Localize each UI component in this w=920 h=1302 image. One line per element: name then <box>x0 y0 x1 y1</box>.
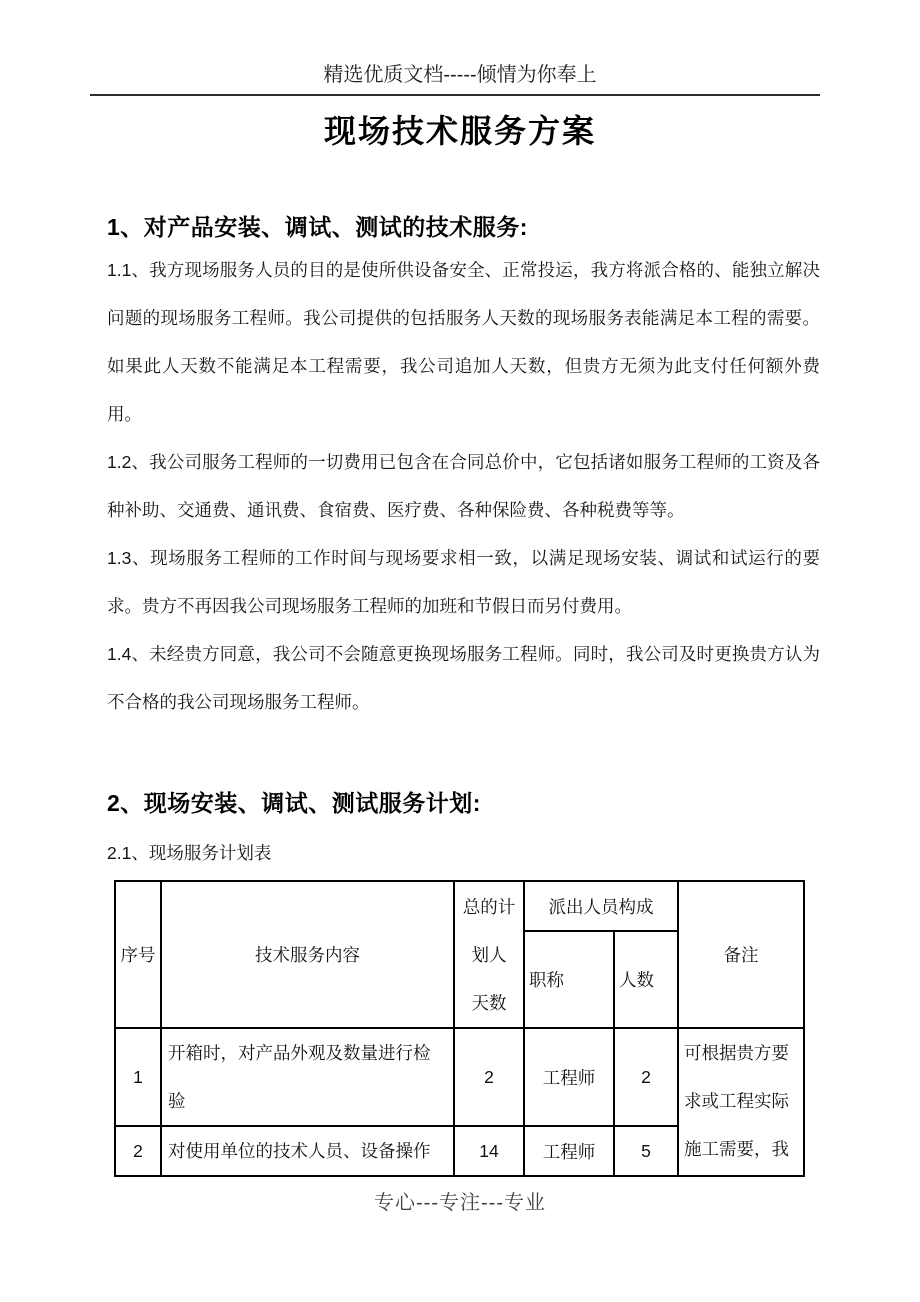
col-header-remark: 备注 <box>678 881 804 1028</box>
col-header-total-line-3: 天数 <box>471 992 507 1013</box>
col-header-headcount: 人数 <box>614 931 678 1028</box>
row-1-headcount: 2 <box>614 1028 678 1126</box>
col-header-total-plan-person-days <box>454 881 524 1028</box>
header-slogan: 精选优质文档-----倾情为你奉上 <box>323 64 597 86</box>
header-divider <box>90 94 820 96</box>
col-header-seq: 序号 <box>115 881 161 1028</box>
section-1-heading: 1、对产品安装、调试、测试的技术服务: <box>107 214 528 240</box>
document-title: 现场技术服务方案 <box>323 113 596 149</box>
row-2-content: 对使用单位的技术人员、设备操作 <box>161 1126 454 1176</box>
col-header-content: 技术服务内容 <box>161 881 454 1028</box>
paragraph-1-4: 1.4、未经贵方同意，我公司不会随意更换现场服务工程师。同时，我公司及时更换贵方认为不合格的我公司现场服务工程师。 <box>107 644 820 712</box>
table-header-row-1 <box>115 881 804 931</box>
rows-remark-cell: 可根据贵方要求或工程实际施工需要，我 <box>678 1028 804 1176</box>
row-2-headcount: 5 <box>614 1126 678 1176</box>
table-row <box>115 1028 804 1126</box>
section-2-heading: 2、现场安装、调试、测试服务计划: <box>107 790 481 816</box>
col-header-total-line-1: 总的计 <box>462 896 516 917</box>
row-2-total: 14 <box>454 1126 524 1176</box>
row-1-job-title: 工程师 <box>524 1028 614 1126</box>
col-header-personnel-group: 派出人员构成 <box>524 881 678 931</box>
row-2-job-title: 工程师 <box>524 1126 614 1176</box>
section-1-body <box>107 246 820 726</box>
col-header-job-title: 职称 <box>524 931 614 1028</box>
footer-slogan: 专心---专注---专业 <box>374 1192 546 1214</box>
paragraph-1-1: 1.1、我方现场服务人员的目的是使所供设备安全、正常投运，我方将派合格的、能独立解决问题的现场服务工程师。我公司提供的包括服务人天数的现场服务表能满足本工程的需要。如果此人天数不能满足本工程需要，我公司追加人天数，但贵方无须为此支付任何额外费用。 <box>107 260 820 424</box>
row-1-seq: 1 <box>115 1028 161 1126</box>
paragraph-1-3: 1.3、现场服务工程师的工作时间与现场要求相一致，以满足现场安装、调试和试运行的要求。贵方不再因我公司现场服务工程师的加班和节假日而另付费用。 <box>107 548 820 616</box>
row-1-content: 开箱时，对产品外观及数量进行检验 <box>161 1028 454 1126</box>
paragraph-1-2: 1.2、我公司服务工程师的一切费用已包含在合同总价中，它包括诸如服务工程师的工资及各种补助、交通费、通讯费、食宿费、医疗费、各种保险费、各种税费等等。 <box>107 452 820 520</box>
col-header-total-line-2: 划人 <box>471 944 507 965</box>
row-2-seq: 2 <box>115 1126 161 1176</box>
section-2-1-subheading: 2.1、现场服务计划表 <box>107 843 272 863</box>
service-plan-table <box>114 880 805 1177</box>
row-1-total: 2 <box>454 1028 524 1126</box>
